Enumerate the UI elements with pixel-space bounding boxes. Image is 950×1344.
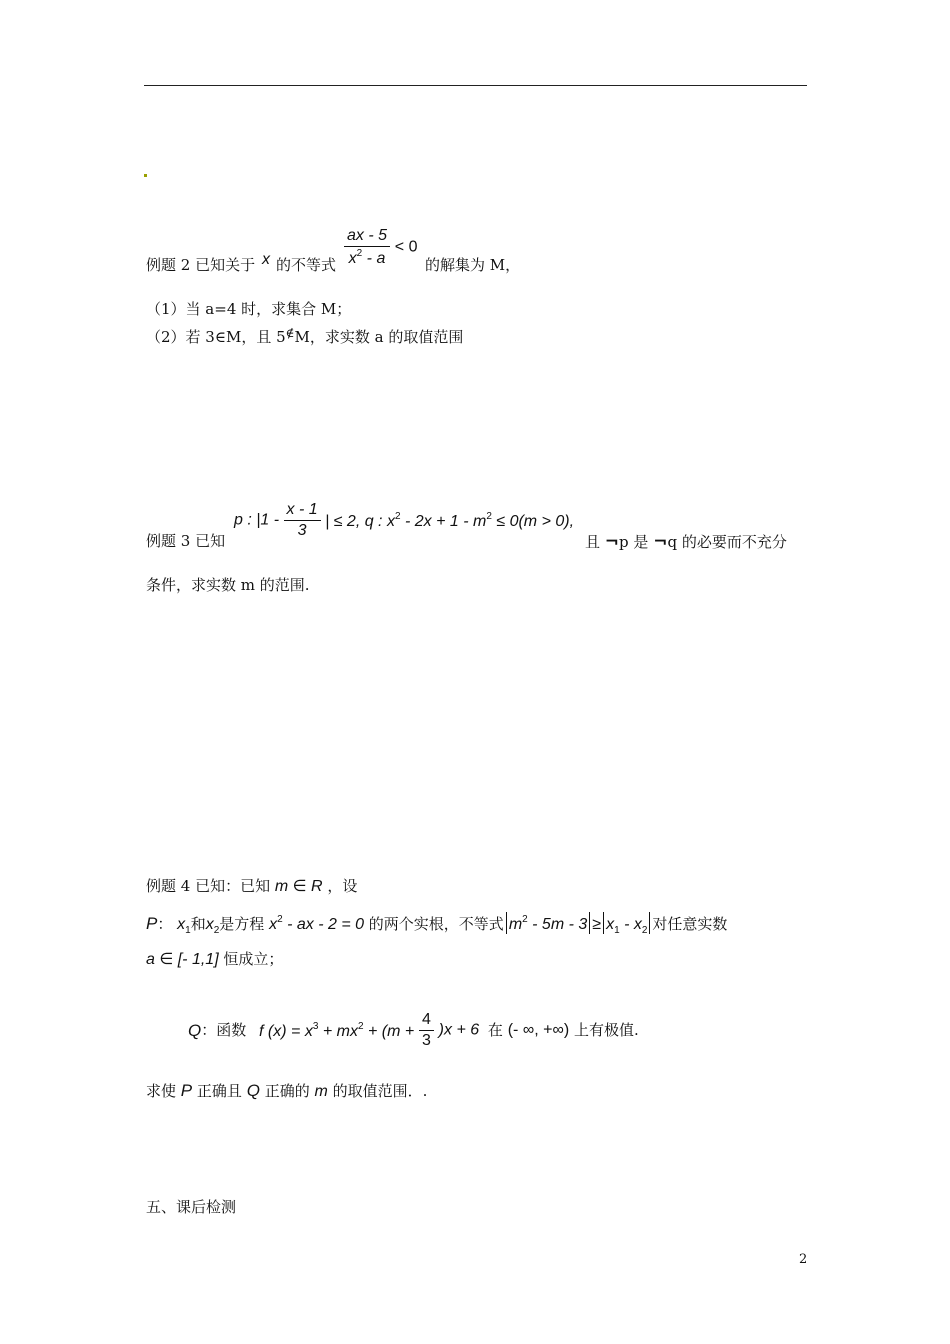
ex4-line-1: 例题 4 已知：已知 m ∈ R ，设 (146, 877, 358, 895)
ex4-m-in-R: m ∈ R (274, 878, 323, 895)
ex2-question-2: （2）若 3∈M，且 5∉M，求实数 a 的取值范围 (146, 326, 464, 346)
ex4-a-range-line: a ∈ [- 1,1] 恒成立； (146, 950, 284, 968)
example-2-intro (146, 258, 255, 273)
ex3-frac-num: x - 1 (284, 502, 321, 521)
ex3-line-2: 条件，求实数 m 的范围. (146, 576, 310, 594)
ex2-mid: 的不等式 (276, 256, 337, 274)
ex3-prefix: 例题 3 已知 (146, 532, 226, 550)
neg-symbol: ¬ (604, 532, 620, 552)
page-number: 2 (799, 1252, 808, 1267)
ex3-suffix: 且 ¬p 是 ¬q 的必要而不充分 (585, 532, 787, 552)
ex2-relation: < 0 (394, 238, 418, 256)
ex2-suffix: 的解集为 M， (425, 256, 521, 274)
ex2-prefix: 例题 2 已知关于 (146, 256, 256, 274)
header-rule (144, 85, 807, 86)
ex4-P-line: P： $x_1$和$x_2$是方程 $x^2$ - ax - 2 = 0 的两个实根，不等式 $m^2 - 5m - 3 \ge x_1 - x_2$ 对任意实数 (146, 914, 728, 936)
ex2-frac-den: $x^2$ - a (348, 248, 386, 267)
ex4-frac-num: 4 (419, 1012, 434, 1031)
ex4-frac-den: 3 (421, 1032, 431, 1049)
small-mark (144, 174, 147, 177)
ex2-var-x: x (262, 251, 270, 268)
not-in-symbol: ∉ (285, 326, 295, 340)
ex2-fraction (344, 228, 417, 267)
ex3-frac-den: 3 (297, 522, 307, 539)
ex4-last-line: 求使 P 正确且 Q 正确的 m 的取值范围．. (146, 1081, 428, 1100)
ex3-formula: p : |1 - $\frac{x - 1}{3}$ | ≤ 2, q : $x^2 - 2x + 1 - m^2 \le 0(m > 0)$, (234, 501, 575, 539)
neg-symbol-2: ¬ (653, 532, 668, 552)
ex4-Q-line: Q：函数 f $(x) = x^3 + mx^2 + (m$ + $\frac{4}{3}$ )x + 6 在 (- ∞, +∞) 上有极值. (188, 1011, 639, 1049)
ex2-question-1: （1）当 a=4 时，求集合 M； (146, 300, 352, 318)
section-heading: 五、课后检测 (146, 1198, 237, 1216)
ex2-frac-num: ax - 5 (344, 228, 390, 247)
